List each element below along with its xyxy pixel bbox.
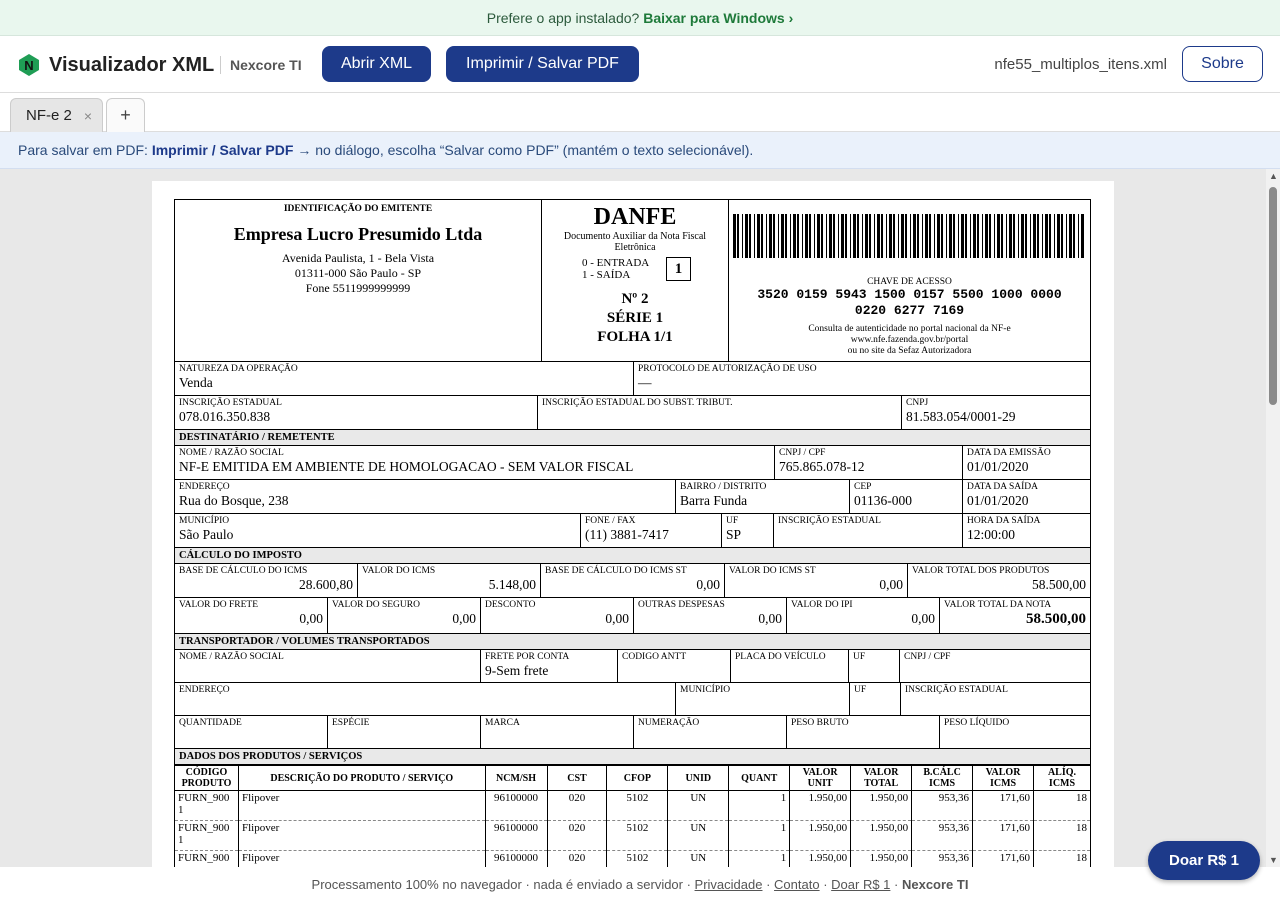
section-calculo: CÁLCULO DO IMPOSTO <box>174 548 1091 564</box>
emitter-phone: Fone 5511999999999 <box>305 281 411 295</box>
outras-label: OUTRAS DESPESAS <box>638 600 725 610</box>
dest-address-label: ENDEREÇO <box>179 482 230 492</box>
close-tab-icon[interactable]: × <box>83 108 92 124</box>
emitter-title: IDENTIFICAÇÃO DO EMITENTE <box>283 204 433 214</box>
emitter-name: Empresa Lucro Presumido Ltda <box>233 224 483 244</box>
hint-bold: Imprimir / Salvar PDF <box>151 142 294 158</box>
table-cell: 18 <box>1033 821 1090 851</box>
table-cell: FURN_900 1 <box>175 821 239 851</box>
table-cell: Flipover <box>238 851 485 868</box>
uf-label: UF <box>726 516 739 526</box>
uf-value: SP <box>726 527 742 542</box>
scroll-thumb[interactable] <box>1269 187 1277 405</box>
products-header-cell: VALOR TOTAL <box>851 766 912 791</box>
about-button[interactable]: Sobre <box>1182 46 1263 82</box>
emitter-address: Avenida Paulista, 1 - Bela Vista <box>281 251 435 265</box>
footer: Processamento 100% no navegador · nada é enviado a servidor · Privacidade · Contato · Doar R$ 1 · Nexcore TI <box>0 867 1280 900</box>
entrada-label: 0 - ENTRADA <box>582 257 650 269</box>
natureza-value: Venda <box>179 375 213 390</box>
table-cell: 1.950,00 <box>851 821 912 851</box>
cnpj-label: CNPJ <box>906 398 929 408</box>
products-header-cell: VALOR UNIT <box>790 766 851 791</box>
ipi-value: 0,00 <box>911 611 935 626</box>
dest-row-3 <box>174 514 1091 548</box>
top-toolbar <box>0 36 1280 93</box>
iest-label: INSCRIÇÃO ESTADUAL DO SUBST. TRIBUT. <box>542 398 733 408</box>
nfe-page: FOLHA 1/1 <box>597 329 673 345</box>
vicms-value: 5.148,00 <box>488 577 536 592</box>
products-header-cell: B.CÁLC ICMS <box>912 766 973 791</box>
especie-label: ESPÉCIE <box>332 718 370 728</box>
danfe-page <box>152 181 1114 867</box>
emissao-label: DATA DA EMISSÃO <box>967 448 1051 458</box>
danfe-document <box>174 199 1091 867</box>
access-key-line1: 3520 0159 5943 1500 0157 5500 1000 0000 <box>757 287 1062 302</box>
scroll-down-icon[interactable]: ▼ <box>1269 855 1278 865</box>
municipio-label: MUNICÍPIO <box>179 516 230 526</box>
bairro-value: Barra Funda <box>680 493 748 508</box>
peso-liquido-label: PESO LÍQUIDO <box>944 718 1010 728</box>
open-xml-button[interactable]: Abrir XML <box>322 46 431 82</box>
products-header-cell: DESCRIÇÃO DO PRODUTO / SERVIÇO <box>238 766 485 791</box>
transp-row-3 <box>174 716 1091 749</box>
table-cell: FURN_900 <box>175 851 239 868</box>
bc-value: 28.600,80 <box>299 577 353 592</box>
table-cell: 1.950,00 <box>851 791 912 821</box>
desconto-value: 0,00 <box>605 611 629 626</box>
vst-value: 0,00 <box>879 577 903 592</box>
table-cell: 171,60 <box>973 821 1034 851</box>
tax-row-1 <box>174 564 1091 598</box>
ie-row <box>174 396 1091 430</box>
table-cell: 953,36 <box>912 851 973 868</box>
emissao-value: 01/01/2020 <box>967 459 1029 474</box>
bc-label: BASE DE CÁLCULO DO ICMS <box>179 566 308 576</box>
vst-label: VALOR DO ICMS ST <box>729 566 816 576</box>
table-cell: 1 <box>729 791 790 821</box>
table-cell: 96100000 <box>485 821 547 851</box>
access-key-block <box>729 200 1090 361</box>
app-logo-icon <box>18 54 40 76</box>
dest-row-1 <box>174 446 1091 480</box>
consulta-sefaz: ou no site da Sefaz Autorizadora <box>847 346 972 356</box>
ie-label: INSCRIÇÃO ESTADUAL <box>179 398 282 408</box>
protocolo-label: PROTOCOLO DE AUTORIZAÇÃO DE USO <box>638 364 817 374</box>
placa-label: PLACA DO VEÍCULO <box>735 652 826 662</box>
table-cell: 96100000 <box>485 791 547 821</box>
pdf-hint-bar <box>0 132 1280 169</box>
table-cell: UN <box>668 851 729 868</box>
table-cell: 1 <box>729 821 790 851</box>
transp-row-1 <box>174 650 1091 683</box>
operation-row <box>174 362 1091 396</box>
products-header-cell: QUANT <box>729 766 790 791</box>
table-cell: 020 <box>547 791 607 821</box>
table-cell: 5102 <box>607 821 668 851</box>
transp-frete-value: 9-Sem frete <box>485 663 549 678</box>
dest-cpf-label: CNPJ / CPF <box>779 448 826 458</box>
dest-address-value: Rua do Bosque, 238 <box>179 493 289 508</box>
vnota-label: VALOR TOTAL DA NOTA <box>944 600 1052 610</box>
file-name: nfe55_multiplos_itens.xml <box>994 56 1167 73</box>
cep-value: 01136-000 <box>854 493 912 508</box>
transp-address-label: ENDEREÇO <box>179 685 230 695</box>
table-cell: 171,60 <box>973 851 1034 868</box>
protocolo-value: — <box>638 375 652 390</box>
saida-value: 01/01/2020 <box>967 493 1029 508</box>
frete-label: VALOR DO FRETE <box>179 600 258 610</box>
vnota-value: 58.500,00 <box>1026 611 1086 627</box>
desconto-label: DESCONTO <box>485 600 536 610</box>
transp-cnpj-label: CNPJ / CPF <box>904 652 951 662</box>
hora-value: 12:00:00 <box>967 527 1016 542</box>
products-header-cell: CFOP <box>607 766 668 791</box>
emitter-city: 01311-000 São Paulo - SP <box>294 266 422 280</box>
ie-value: 078.016.350.838 <box>179 409 271 424</box>
add-tab-button[interactable]: + <box>106 98 145 132</box>
products-header-cell: CST <box>547 766 607 791</box>
banner-text: Prefere o app instalado? <box>486 10 644 26</box>
bcst-label: BASE DE CÁLCULO DO ICMS ST <box>545 566 687 576</box>
section-transportador: TRANSPORTADOR / VOLUMES TRANSPORTADOS <box>174 634 1091 650</box>
table-cell: 18 <box>1033 791 1090 821</box>
print-pdf-button[interactable]: Imprimir / Salvar PDF <box>446 46 639 82</box>
products-header-cell: ALÍQ. ICMS <box>1033 766 1090 791</box>
danfe-subtitle: Documento Auxiliar da Nota Fiscal Eletrônica <box>563 231 707 253</box>
dest-name-label: NOME / RAZÃO SOCIAL <box>179 448 284 458</box>
vicms-label: VALOR DO ICMS <box>362 566 436 576</box>
transp-frete-label: FRETE POR CONTA <box>485 652 570 662</box>
hint-text-end: → no diálogo, escolha “Salvar como PDF” (mantém o texto selecionável). <box>293 142 754 158</box>
download-windows-link[interactable]: Baixar para Windows › <box>643 10 794 26</box>
footer-brand: Nexcore TI <box>901 877 969 892</box>
products-header-cell: CÓDIGO PRODUTO <box>175 766 239 791</box>
donate-link[interactable]: Doar R$ 1 <box>831 877 891 892</box>
tax-row-2 <box>174 598 1091 634</box>
frete-value: 0,00 <box>299 611 323 626</box>
barcode-image <box>733 214 1086 258</box>
transp-municipio-label: MUNICÍPIO <box>680 685 731 695</box>
table-cell: FURN_900 1 <box>175 791 239 821</box>
dest-ie-label: INSCRIÇÃO ESTADUAL <box>778 516 881 526</box>
municipio-value: São Paulo <box>179 527 234 542</box>
transp-row-2 <box>174 683 1091 716</box>
download-banner <box>0 0 1280 36</box>
table-cell: 953,36 <box>912 791 973 821</box>
table-row <box>175 791 1091 821</box>
table-cell: 1 <box>729 851 790 868</box>
vprod-label: VALOR TOTAL DOS PRODUTOS <box>912 566 1050 576</box>
operation-type-box: 1 <box>666 257 691 281</box>
brand-label: Nexcore TI <box>230 57 302 73</box>
products-header-row <box>175 766 1091 791</box>
numeracao-label: NUMERAÇÃO <box>638 718 700 728</box>
outras-value: 0,00 <box>758 611 782 626</box>
tab-label: NF-e 2 <box>26 107 72 124</box>
table-cell: UN <box>668 791 729 821</box>
app-title: Visualizador XML <box>49 54 215 76</box>
table-row <box>175 851 1091 868</box>
emitter-block <box>175 200 542 361</box>
divider <box>220 56 221 74</box>
table-cell: 18 <box>1033 851 1090 868</box>
danfe-title: DANFE <box>593 204 677 230</box>
nfe-series: SÉRIE 1 <box>606 310 664 326</box>
nfe-number: Nº 2 <box>621 291 649 307</box>
products-header-cell: UNID <box>668 766 729 791</box>
section-produtos: DADOS DOS PRODUTOS / SERVIÇOS <box>174 749 1091 765</box>
document-viewer[interactable] <box>0 169 1280 867</box>
fone-value: (11) 3881-7417 <box>585 527 669 542</box>
table-cell: 96100000 <box>485 851 547 868</box>
table-cell: UN <box>668 821 729 851</box>
table-cell: 5102 <box>607 851 668 868</box>
access-key-line2: 0220 6277 7169 <box>854 303 965 318</box>
privacy-link[interactable]: Privacidade <box>694 877 763 892</box>
transp-name-label: NOME / RAZÃO SOCIAL <box>179 652 284 662</box>
contact-link[interactable]: Contato <box>774 877 820 892</box>
table-cell: 1.950,00 <box>790 791 851 821</box>
natureza-label: NATUREZA DA OPERAÇÃO <box>179 364 298 374</box>
transp-uf-label: UF <box>853 652 866 662</box>
dest-name-value: NF-E EMITIDA EM AMBIENTE DE HOMOLOGACAO - SEM VALOR FISCAL <box>179 459 634 474</box>
donate-button[interactable]: Doar R$ 1 <box>1148 841 1260 880</box>
document-tabs <box>0 93 1280 132</box>
scroll-up-icon[interactable]: ▲ <box>1269 171 1278 181</box>
table-cell: 953,36 <box>912 821 973 851</box>
table-cell: 020 <box>547 851 607 868</box>
peso-bruto-label: PESO BRUTO <box>791 718 849 728</box>
vprod-value: 58.500,00 <box>1032 577 1086 592</box>
bcst-value: 0,00 <box>696 577 720 592</box>
table-cell: 1.950,00 <box>790 821 851 851</box>
danfe-header <box>174 199 1091 362</box>
hint-text: Para salvar em PDF: <box>18 142 152 158</box>
table-row <box>175 821 1091 851</box>
ipi-label: VALOR DO IPI <box>791 600 853 610</box>
danfe-title-block <box>542 200 729 361</box>
cep-label: CEP <box>854 482 872 492</box>
bairro-label: BAIRRO / DISTRITO <box>680 482 767 492</box>
table-cell: 1.950,00 <box>790 851 851 868</box>
products-header-cell: VALOR ICMS <box>973 766 1034 791</box>
transp-uf2-label: UF <box>854 685 867 695</box>
svg-text:N: N <box>24 58 34 73</box>
cnpj-value: 81.583.054/0001-29 <box>906 409 1016 424</box>
transp-ie-label: INSCRIÇÃO ESTADUAL <box>905 685 1008 695</box>
products-header-cell: NCM/SH <box>485 766 547 791</box>
seguro-value: 0,00 <box>452 611 476 626</box>
table-cell: Flipover <box>238 791 485 821</box>
saida-label: 1 - SAÍDA <box>582 269 631 281</box>
seguro-label: VALOR DO SEGURO <box>332 600 420 610</box>
tab-nfe-2[interactable] <box>10 98 103 132</box>
saida-label: DATA DA SAÍDA <box>967 482 1039 492</box>
antt-label: CODIGO ANTT <box>622 652 687 662</box>
access-key-label: CHAVE DE ACESSO <box>867 277 952 287</box>
dest-cpf-value: 765.865.078-12 <box>779 459 865 474</box>
quantidade-label: QUANTIDADE <box>179 718 242 728</box>
marca-label: MARCA <box>485 718 520 728</box>
table-cell: 1.950,00 <box>851 851 912 868</box>
table-cell: Flipover <box>238 821 485 851</box>
table-cell: 171,60 <box>973 791 1034 821</box>
dest-row-2 <box>174 480 1091 514</box>
table-cell: 020 <box>547 821 607 851</box>
fone-label: FONE / FAX <box>585 516 636 526</box>
section-destinatario: DESTINATÁRIO / REMETENTE <box>174 430 1091 446</box>
products-table <box>174 765 1091 867</box>
footer-text: Processamento 100% no navegador · nada é enviado a servidor · <box>311 877 695 892</box>
consulta-url: www.nfe.fazenda.gov.br/portal <box>850 335 969 345</box>
hora-label: HORA DA SAÍDA <box>967 516 1041 526</box>
consulta-text: Consulta de autenticidade no portal nacional da NF-e <box>808 324 1011 334</box>
vertical-scrollbar[interactable] <box>1266 169 1280 867</box>
table-cell: 5102 <box>607 791 668 821</box>
